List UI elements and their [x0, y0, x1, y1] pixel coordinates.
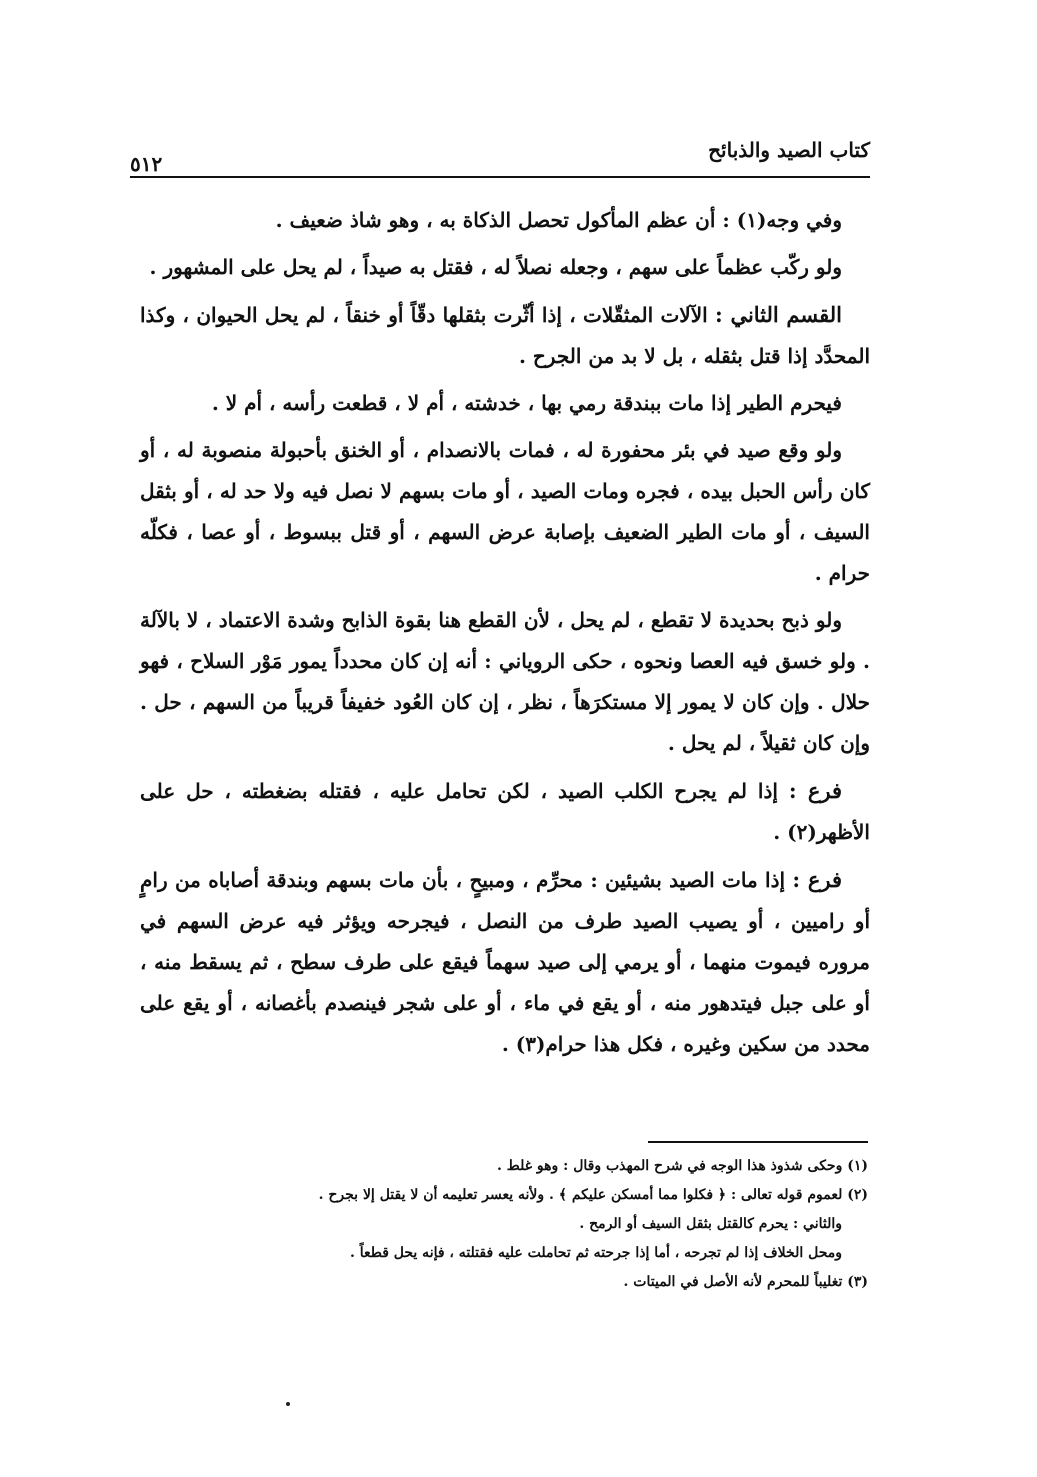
branch-heading-1: فرع :	[788, 778, 843, 803]
paragraph-3	[140, 294, 870, 377]
paragraph-2: ولو ركّب عظماً على سهم ، وجعله نصلاً له ، فقتل به صيداً ، لم يحل على المشهور .	[149, 255, 842, 279]
paragraph-8	[140, 859, 870, 1065]
paragraph-4: فيحرم الطير إذا مات ببندقة رمي بها ، خدشته ، أم لا ، قطعت رأسه ، أم لا .	[211, 391, 842, 415]
paragraph-1: وفي وجه(١) : أن عظم المأكول تحصل الذكاة به ، وهو شاذ ضعيف .	[275, 208, 842, 232]
paragraph-7-text: إذا لم يجرح الكلب الصيد ، لكن تحامل عليه ، فقتله بضغطته ، حل على الأظهر(٢) .	[140, 779, 870, 844]
section-heading: القسم الثاني :	[715, 302, 842, 327]
paragraph-8-text: إذا مات الصيد بشيئين : محرِّم ، ومبيحٍ ، بأن مات بسهم وبندقة أصاباه من رامٍ أو راميين ، أو يصيب الصيد طرف من النصل ، فيجرحه ويؤثر فيه عرض السهم في مروره فيموت منهما ، أو يرمي إلى صيد سهماً فيقع على طرف سطح ، ثم يسقط منه ، أو على جبل فيتدهور منه ، أو يقع في ماء ، أو على شجر فينصدم بأغصانه ، أو يقع على محدد من سكين وغيره ، فكل هذا حرام(٣) .	[140, 868, 870, 1056]
header-rule	[130, 176, 870, 178]
footnote-2: (٢) لعموم قوله تعالى : ﴿ فكلوا مما أمسكن عليكم ﴾ . ولأنه يعسر تعليمه أن لا يقتل إلا بجرح .	[318, 1187, 868, 1203]
paragraph-5: ولو وقع صيد في بئر محفورة له ، فمات بالانصدام ، أو الخنق بأحبولة منصوبة له ، أو كان رأس الحبل بيده ، فجره ومات الصيد ، أو مات بسهم لا نصل فيه ولا حد له ، أو بثقل السيف ، أو مات الطير الضعيف بإصابة عرض السهم ، أو قتل ببسوط ، أو عصا ، فكلّه حرام .	[140, 438, 870, 585]
paragraph-6: ولو ذبح بحديدة لا تقطع ، لم يحل ، لأن القطع هنا بقوة الذابح وشدة الاعتماد ، لا بالآلة . ولو خسق فيه العصا ونحوه ، حكى الروياني : أنه إن كان محدداً يمور مَوْر السلاح ، فهو حلال . وإن كان لا يمور إلا مستكرَهاً ، نظر ، إن كان العُود خفيفاً قريباً من السهم ، حل . وإن كان ثقيلاً ، لم يحل .	[140, 608, 870, 755]
page-number: ٥١٢	[130, 152, 163, 176]
footnote-2-continued: والثاني : يحرم كالقتل بثقل السيف أو الرمح .	[579, 1216, 842, 1232]
footnote-rule	[648, 1141, 868, 1143]
footnotes	[140, 1152, 868, 1297]
footnote-1: (١) وحكى شذوذ هذا الوجه في شرح المهذب وقال : وهو غلط .	[497, 1158, 868, 1174]
page-header	[130, 138, 870, 176]
stray-mark	[286, 1402, 290, 1406]
main-text	[140, 200, 870, 1071]
running-title: كتاب الصيد والذبائح	[708, 138, 870, 162]
branch-heading-2: فرع :	[792, 867, 843, 892]
paragraph-7	[140, 770, 870, 853]
paragraph-3-text: الآلات المثقّلات ، إذا أثّرت بثقلها دقّاً أو خنقاً ، لم يحل الحيوان ، وكذا المحدَّد إذا قتل بثقله ، بل لا بد من الجرح .	[140, 303, 870, 368]
footnote-2-continued-2: ومحل الخلاف إذا لم تجرحه ، أما إذا جرحته ثم تحاملت عليه فقتلته ، فإنه يحل قطعاً .	[349, 1245, 842, 1261]
footnote-3: (٣) تغليباً للمحرم لأنه الأصل في الميتات .	[623, 1274, 868, 1290]
